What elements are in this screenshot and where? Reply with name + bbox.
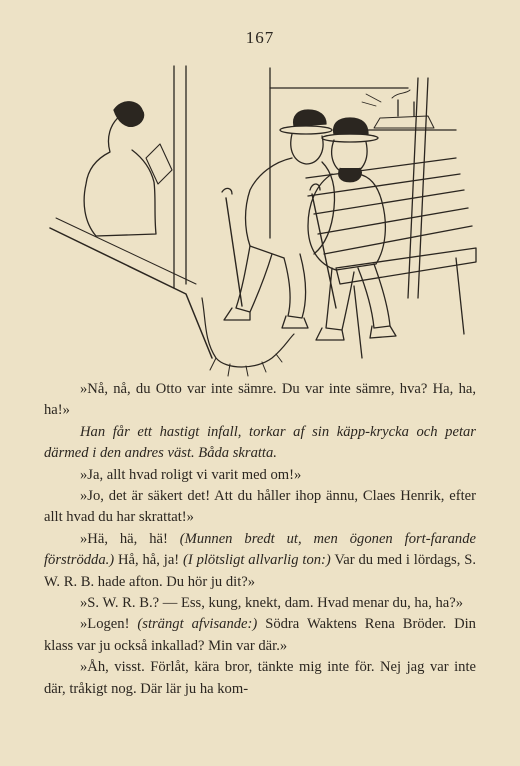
veranda-pillars bbox=[174, 66, 428, 298]
paragraph-1 bbox=[44, 379, 476, 422]
text-segment: »Jo, det är säkert det! Att du håller ihop ännu, Claes Henrik, efter allt hvad du har skrattat!» bbox=[44, 488, 476, 526]
woman-reading-sketch bbox=[50, 102, 294, 376]
page-number: 167 bbox=[245, 28, 275, 47]
page-text bbox=[44, 379, 476, 700]
steamship-sketch bbox=[362, 90, 456, 130]
paragraph-5 bbox=[44, 529, 476, 593]
paragraph-3 bbox=[44, 465, 476, 486]
text-segment: »Logen! bbox=[80, 616, 138, 633]
illustration-two-men-on-bench bbox=[36, 58, 486, 378]
text-segment: »Hä, hä, hä! bbox=[80, 530, 180, 547]
text-segment: Var du med i lördags, S. W. R. B. hade afton. Du hör ju dit?» bbox=[44, 552, 476, 590]
text-segment-italic: (Munnen bredt ut, men ögonen fort-farande förströdda.) bbox=[44, 530, 476, 569]
paragraph-6 bbox=[44, 593, 476, 614]
text-segment: Han får ett hastigt infall, torkar af sin käpp-krycka och petar därmed i den andres väst. Båda skratta. bbox=[44, 423, 476, 462]
text-segment: Hå, hå, ja! bbox=[114, 552, 184, 569]
stout-man-bowler-sketch bbox=[308, 118, 396, 340]
text-segment-italic: (strängt afvisande:) bbox=[137, 616, 258, 633]
paragraph-7 bbox=[44, 614, 476, 657]
text-segment: »S. W. R. B.? — Ess, kung, knekt, dam. Hvad menar du, ha, ha?» bbox=[80, 595, 464, 612]
paragraph-2-stage-direction bbox=[44, 422, 476, 465]
text-segment: »Åh, visst. Förlåt, kära bror, tänkte mig inte för. Nej jag var inte där, tråkigt nog. Där lär ju ha kom- bbox=[44, 659, 476, 697]
text-segment: Södra Waktens Rena Bröder. Din klass var ju också inkallad? Min var där.» bbox=[44, 616, 476, 654]
text-segment: »Nå, nå, du Otto var inte sämre. Du var inte sämre, hva? Ha, ha, ha!» bbox=[44, 381, 476, 419]
text-segment-italic: (I plötsligt allvarlig ton:) bbox=[183, 552, 331, 569]
paragraph-8 bbox=[44, 657, 476, 700]
text-segment: »Ja, allt hvad roligt vi varit med om!» bbox=[80, 466, 302, 483]
paragraph-4 bbox=[44, 486, 476, 529]
